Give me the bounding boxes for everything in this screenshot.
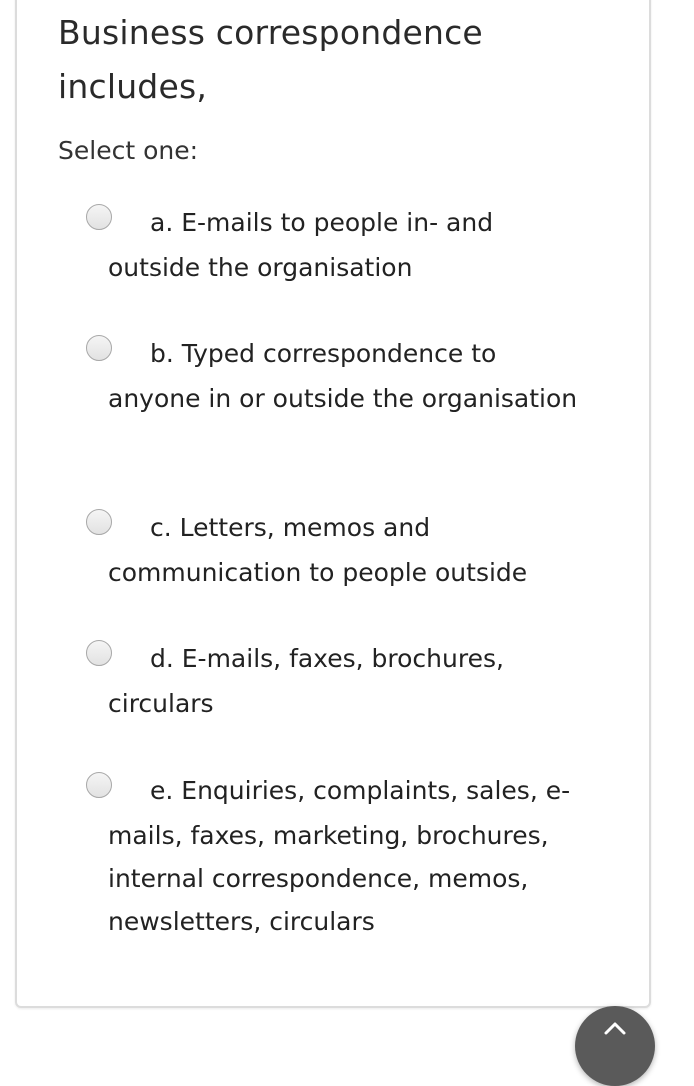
radio-e[interactable] [86, 772, 112, 798]
option-b-label-continued: anyone in or outside the organisation [108, 384, 578, 413]
option-e-label-continued: mails, faxes, marketing, brochures, internal correspondence, memos, newsletters, circulars [108, 821, 549, 936]
radio-b[interactable] [86, 335, 112, 361]
option-c-label: c. Letters, memos and [150, 513, 431, 542]
option-c-label-continued: communication to people outside [108, 558, 528, 587]
select-one-label: Select one: [58, 136, 199, 165]
option-a-label-continued: outside the organisation [108, 253, 413, 282]
option-e-label: e. Enquiries, complaints, sales, e- [150, 776, 571, 805]
radio-d[interactable] [86, 640, 112, 666]
option-d-label-continued: circulars [108, 689, 214, 718]
question-text: Business correspondence includes, [58, 13, 483, 106]
option-d-label: d. E-mails, faxes, brochures, [150, 644, 504, 673]
radio-c[interactable] [86, 509, 112, 535]
option-b-label: b. Typed correspondence to [150, 339, 497, 368]
scroll-to-top-button[interactable] [575, 1006, 655, 1086]
chevron-up-icon [603, 1020, 627, 1036]
option-a-label: a. E-mails to people in- and [150, 208, 494, 237]
radio-a[interactable] [86, 204, 112, 230]
